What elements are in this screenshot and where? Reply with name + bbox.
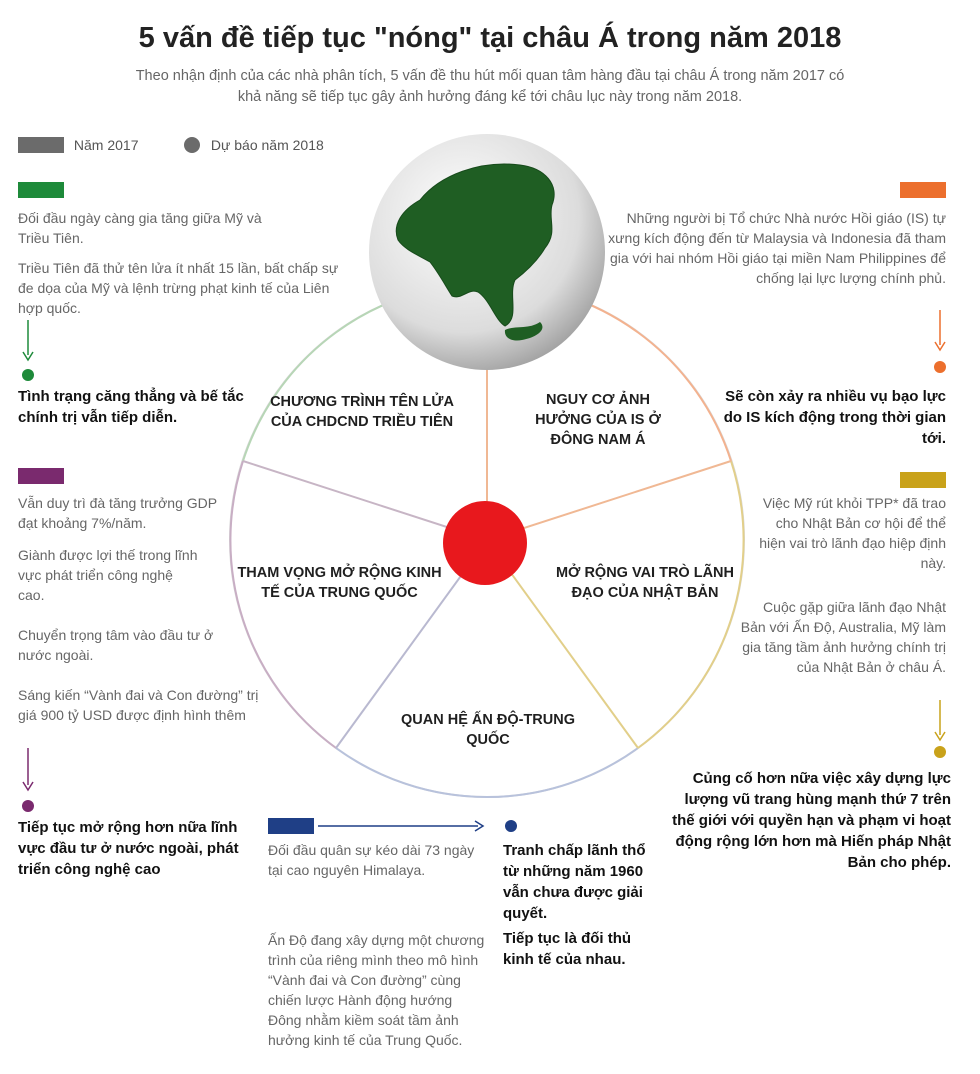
india-color-bar	[268, 818, 314, 834]
china-forecast: Tiếp tục mở rộng hơn nữa lĩnh vực đầu tư ở nước ngoài, phát triển công nghệ cao	[18, 819, 239, 878]
china-forecast-dot	[22, 800, 34, 812]
japan-text-1: Việc Mỹ rút khỏi TPP* đã trao cho Nhật Bản cơ hội để thể hiện vai trò lãnh đạo hiệp định này.	[759, 495, 946, 571]
korea-text-1: Đối đầu ngày càng gia tăng giữa Mỹ và Triều Tiên.	[18, 210, 262, 246]
segment-korea-label: CHƯƠNG TRÌNH TÊN LỬA CỦA CHDCND TRIỀU TIÊN	[270, 394, 454, 430]
center-circle	[443, 501, 527, 585]
page-subtitle: Theo nhận định của các nhà phân tích, 5 vấn đề thu hút mối quan tâm hàng đầu tại châu Á trong năm 2017 có khả năng sẽ tiếp tục gây ảnh hưởng đáng kể tới châu lục này trong năm 2018.	[135, 68, 845, 105]
india-text-2: Ấn Độ đang xây dựng một chương trình của riêng mình theo mô hình “Vành đai và Con đường” cùng chiến lược Hành động hướng Đông nhằm kiềm soát tầm ảnh hưởng kinh tế của Trung Quốc.	[268, 932, 485, 1048]
japan-forecast-dot	[934, 746, 946, 758]
japan-color-bar	[900, 472, 946, 488]
is-text-1: Những người bị Tổ chức Nhà nước Hồi giáo (IS) tự xưng kích động đến từ Malaysia và Indonesia đã tham gia với hai nhóm Hồi giáo tại miền Nam Philippines để chống lại lực lượng chính phủ.	[608, 210, 946, 286]
segment-japan-label: MỞ RỘNG VAI TRÒ LÃNH ĐẠO CỦA NHẬT BẢN	[555, 565, 735, 601]
korea-forecast: Tình trạng căng thẳng và bế tắc chính trị vẫn tiếp diễn.	[18, 388, 244, 426]
china-text-3: Chuyển trọng tâm vào đầu tư ở nước ngoài.	[18, 627, 214, 663]
legend-2017-label: Năm 2017	[73, 137, 139, 154]
japan-text-2: Cuộc gặp giữa lãnh đạo Nhật Bản với Ấn Độ, Australia, Mỹ làm gia tăng tầm ảnh hưởng chính trị của Nhật Bản ở châu Á.	[740, 599, 946, 675]
india-text-1: Đối đầu quân sự kéo dài 73 ngày tại cao nguyên Himalaya.	[268, 842, 475, 878]
india-forecast-dot	[505, 820, 517, 832]
page-title: 5 vấn đề tiếp tục "nóng" tại châu Á trong năm 2018	[138, 22, 842, 54]
korea-text-2: Triều Tiên đã thử tên lửa ít nhất 15 lần, bất chấp sự đe dọa của Mỹ và lệnh trừng phạt kinh tế của Liên hợp quốc.	[18, 260, 339, 316]
japan-forecast: Củng cố hơn nữa việc xây dựng lực lượng vũ trang hùng mạnh thứ 7 trên thế giới với quyền hạn và phạm vi hoạt động rộng lớn hơn mà Hiến pháp Nhật Bản cho phép.	[672, 770, 951, 871]
korea-color-bar	[18, 182, 64, 198]
segment-is-label: NGUY CƠ ẢNH HƯỞNG CỦA IS Ở ĐÔNG NAM Á	[535, 392, 661, 448]
legend-2018-label: Dự báo năm 2018	[210, 137, 324, 154]
is-color-bar	[900, 182, 946, 198]
ring-arc-japan	[638, 461, 744, 748]
segment-india-label: QUAN HỆ ẤN ĐỘ-TRUNG QUỐC	[401, 712, 575, 748]
korea-forecast-dot	[22, 369, 34, 381]
is-forecast: Sẽ còn xảy ra nhiều vụ bạo lực do IS kích động trong thời gian tới.	[723, 388, 946, 447]
india-forecast-2: Tiếp tục là đối thủ kinh tế của nhau.	[503, 930, 632, 968]
is-forecast-dot	[934, 361, 946, 373]
china-color-bar	[18, 468, 64, 484]
china-text-2: Giành được lợi thế trong lĩnh vực phát triển công nghệ cao.	[18, 547, 198, 603]
china-text-4: Sáng kiến “Vành đai và Con đường” trị giá 900 tỷ USD được định hình thêm	[18, 687, 259, 723]
india-forecast-1: Tranh chấp lãnh thổ từ những năm 1960 vẫn chưa được giải quyết.	[503, 842, 646, 922]
china-text-1: Vẫn duy trì đà tăng trưởng GDP đạt khoảng 7%/năm.	[18, 495, 217, 531]
segment-china-label: THAM VỌNG MỞ RỘNG KINH TẾ CỦA TRUNG QUỐC	[237, 565, 442, 601]
ring-arc-india	[336, 748, 638, 797]
